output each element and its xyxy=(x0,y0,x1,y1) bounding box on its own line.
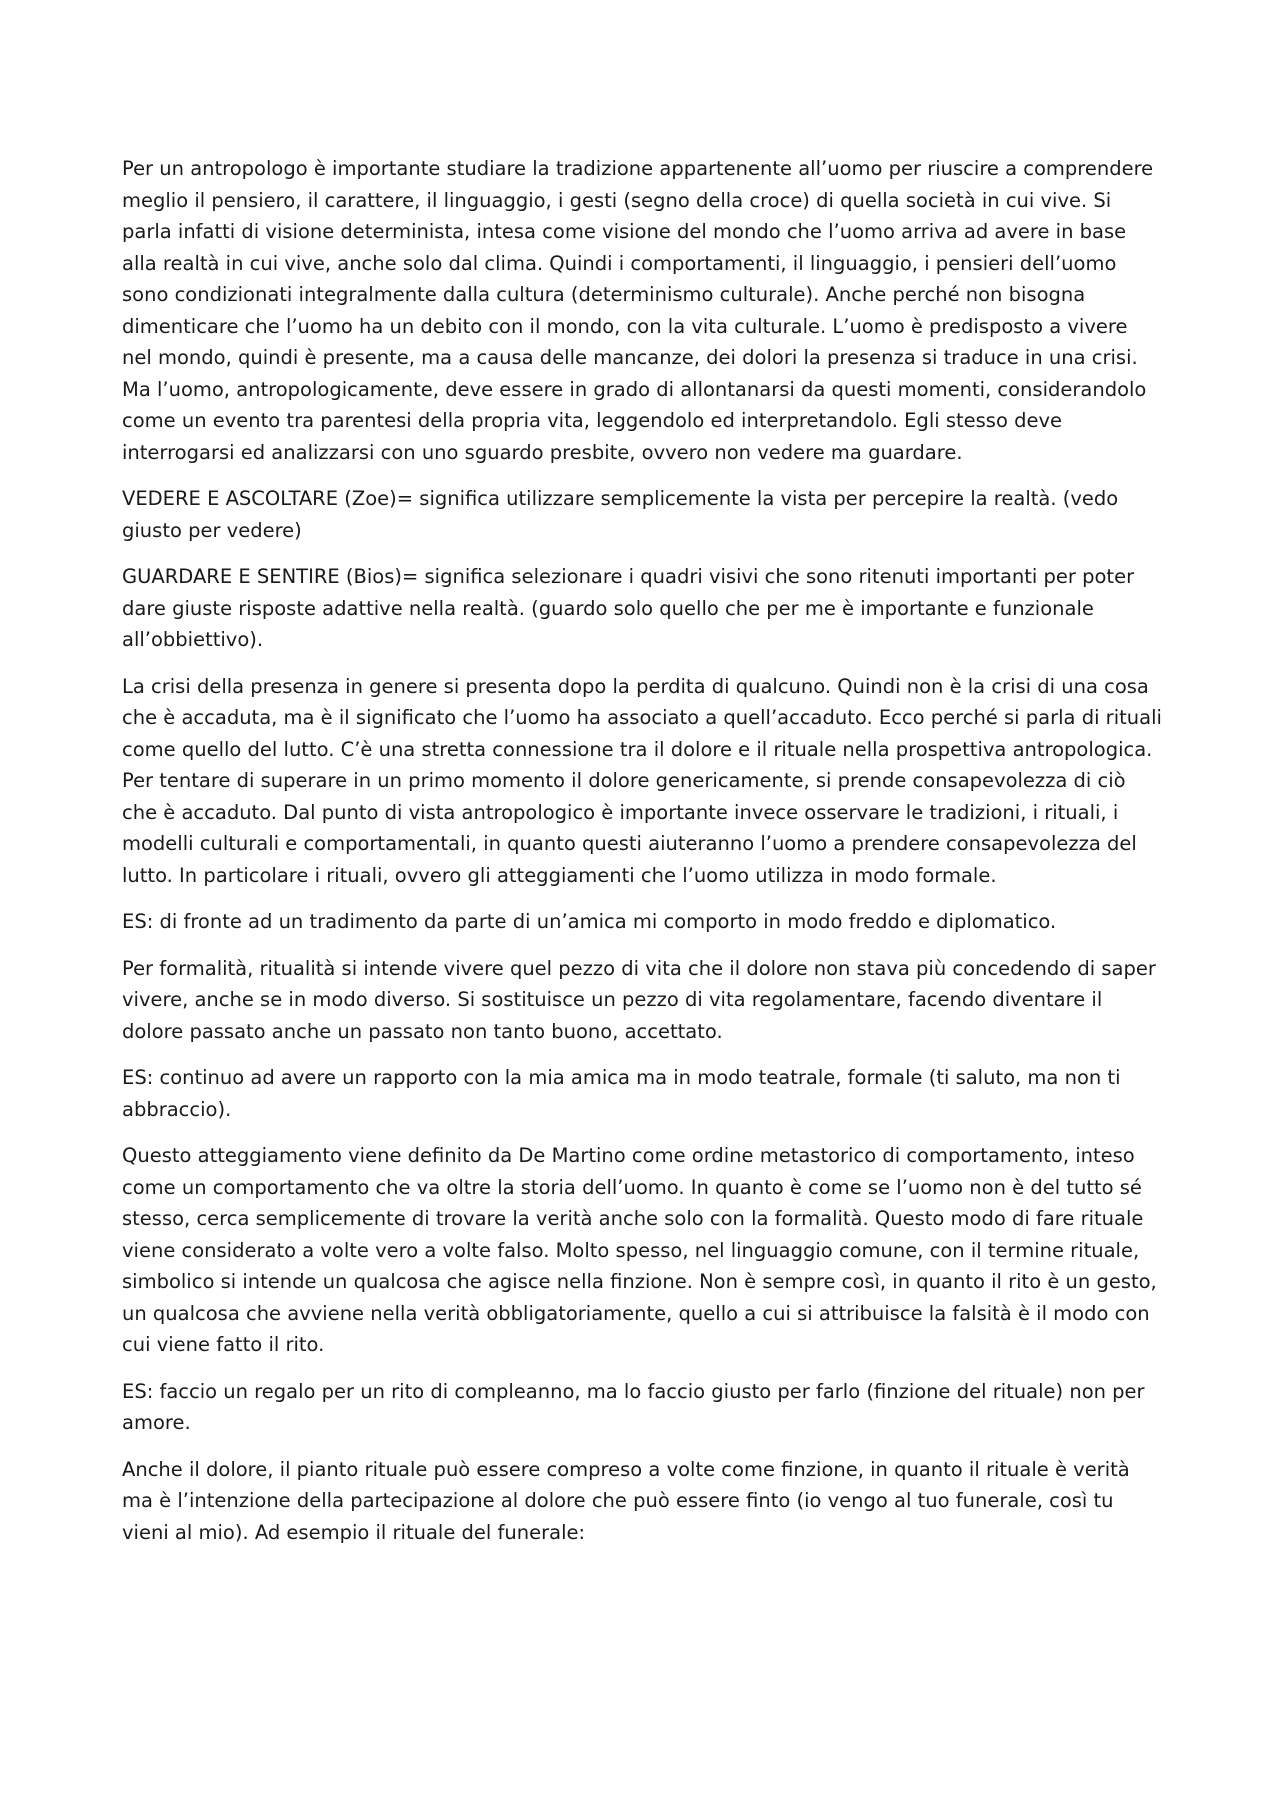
paragraph-formalita: Per formalità, ritualità si intende vivere quel pezzo di vita che il dolore non stava più concedendo di saper vivere, anche se in modo diverso. Si sostituisce un pezzo di vita regolamentare, facendo diventare il dolore passato anche un passato non tanto buono, accettato. xyxy=(122,956,1156,1043)
paragraph-pianto-rituale: Anche il dolore, il pianto rituale può essere compreso a volte come finzione, in quanto il rituale è verità ma è l’intenzione della partecipazione al dolore che può essere finto (io vengo al tuo funerale, così tu vieni al mio). Ad esempio il rituale del funerale: xyxy=(122,1457,1130,1544)
paragraph-vedere-ascoltare: VEDERE E ASCOLTARE (Zoe)= significa utilizzare semplicemente la vista per percepire la realtà. (vedo giusto per vedere) xyxy=(122,487,1119,542)
paragraph-esempio-tradimento: ES: di fronte ad un tradimento da parte di un’amica mi comporto in modo freddo e diplomatico. xyxy=(122,910,1057,933)
document-body xyxy=(122,153,1162,1563)
paragraph-crisi-presenza: La crisi della presenza in genere si presenta dopo la perdita di qualcuno. Quindi non è la crisi di una cosa che è accaduta, ma è il significato che l’uomo ha associato a quell’accaduto. Ecco perché si parla di rituali come quello del lutto. C’è una stretta connessione tra il dolore e il rituale nella prospettiva antropologica. Per tentare di superare in un primo momento il dolore genericamente, si prende consapevolezza di ciò che è accaduto. Dal punto di vista antropologico è importante invece osservare le tradizioni, i rituali, i modelli culturali e comportamentali, in quanto questi aiuteranno l’uomo a prendere consapevolezza del lutto. In particolare i rituali, ovvero gli atteggiamenti che l’uomo utilizza in modo formale. xyxy=(122,674,1162,887)
paragraph-ordine-metastorico: Questo atteggiamento viene definito da De Martino come ordine metastorico di comportamento, inteso come un comportamento che va oltre la storia dell’uomo. In quanto è come se l’uomo non è del tutto sé stesso, cerca semplicemente di trovare la verità anche solo con la formalità. Questo modo di fare rituale viene considerato a volte vero a volte falso. Molto spesso, nel linguaggio comune, con il termine rituale, simbolico si intende un qualcosa che agisce nella finzione. Non è sempre così, in quanto il rito è un gesto, un qualcosa che avviene nella verità obbligatoriamente, quello a cui si attribuisce la falsità è il modo con cui viene fatto il rito. xyxy=(122,1144,1157,1356)
paragraph-guardare-sentire: GUARDARE E SENTIRE (Bios)= significa selezionare i quadri visivi che sono ritenuti importanti per poter dare giuste risposte adattive nella realtà. (guardo solo quello che per me è importante e funzionale all’obbiettivo). xyxy=(122,565,1135,651)
paragraph-determinismo: Per un antropologo è importante studiare la tradizione appartenente all’uomo per riuscire a comprendere meglio il pensiero, il carattere, il linguaggio, i gesti (segno della croce) di quella società in cui vive. Si parla infatti di visione determinista, intesa come visione del mondo che l’uomo arriva ad avere in base alla realtà in cui vive, anche solo dal clima. Quindi i comportamenti, il linguaggio, i pensieri dell’uomo sono condizionati integralmente dalla cultura (determinismo culturale). Anche perché non bisogna dimenticare che l’uomo ha un debito con il mondo, con la vita culturale. L’uomo è predisposto a vivere nel mondo, quindi è presente, ma a causa delle mancanze, dei dolori la presenza si traduce in una crisi. Ma l’uomo, antropologicamente, deve essere in grado di allontanarsi da questi momenti, considerandolo come un evento tra parentesi della propria vita, leggendolo ed interpretandolo. Egli stesso deve interrogarsi ed analizzarsi con uno sguardo presbite, ovvero non vedere ma guardare. xyxy=(122,157,1154,464)
paragraph-esempio-regalo: ES: faccio un regalo per un rito di compleanno, ma lo faccio giusto per farlo (finzione del rituale) non per amore. xyxy=(122,1379,1145,1434)
paragraph-esempio-amica: ES: continuo ad avere un rapporto con la mia amica ma in modo teatrale, formale (ti saluto, ma non ti abbraccio). xyxy=(122,1066,1121,1121)
